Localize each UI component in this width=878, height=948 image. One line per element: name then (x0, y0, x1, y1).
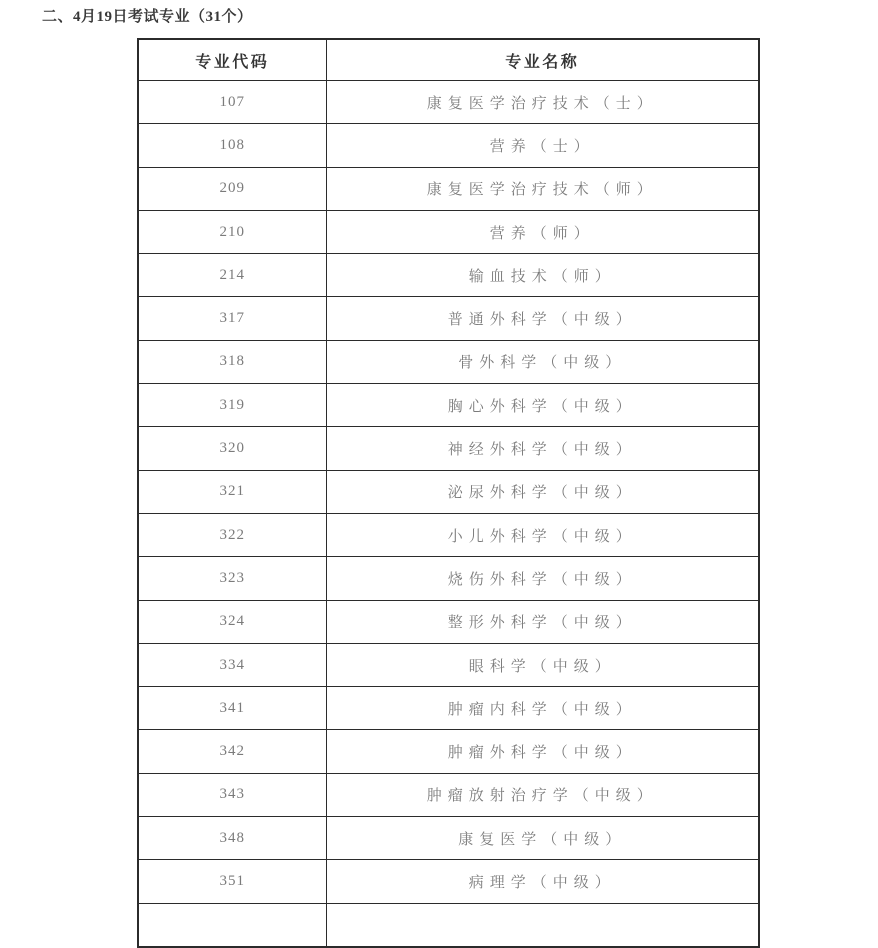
major-code-cell: 319 (138, 384, 326, 427)
major-name-cell: 肿瘤内科学（中级） (326, 687, 759, 730)
major-code-cell: 324 (138, 600, 326, 643)
table-row (138, 167, 759, 210)
major-code-cell: 318 (138, 340, 326, 383)
major-code-cell: 348 (138, 817, 326, 860)
major-name-cell: 康复医学治疗技术（士） (326, 81, 759, 124)
exam-major-table (137, 38, 760, 948)
major-code-cell: 334 (138, 643, 326, 686)
table-row (138, 470, 759, 513)
table-row (138, 340, 759, 383)
major-code-cell: 317 (138, 297, 326, 340)
major-name-cell: 病理学（中级） (326, 860, 759, 903)
table-row (138, 513, 759, 556)
table-row (138, 643, 759, 686)
major-name-cell: 营养（士） (326, 124, 759, 167)
table-row (138, 210, 759, 253)
table-header (138, 39, 759, 81)
major-code-cell: 108 (138, 124, 326, 167)
major-code-cell: 214 (138, 254, 326, 297)
major-code-cell: 343 (138, 773, 326, 816)
major-code-cell: 342 (138, 730, 326, 773)
table-row (138, 600, 759, 643)
major-name-cell: 营养（师） (326, 210, 759, 253)
major-code-cell: 107 (138, 81, 326, 124)
major-code-cell: 341 (138, 687, 326, 730)
major-name-cell: 普通外科学（中级） (326, 297, 759, 340)
major-name-cell: 输血技术（师） (326, 254, 759, 297)
major-name-cell: 康复医学治疗技术（师） (326, 167, 759, 210)
table-row (138, 860, 759, 903)
major-code-cell: 209 (138, 167, 326, 210)
major-name-cell: 康复医学（中级） (326, 817, 759, 860)
column-header-major-code: 专业代码 (138, 39, 326, 81)
table-row (138, 384, 759, 427)
major-name-cell: 小儿外科学（中级） (326, 513, 759, 556)
table-row (138, 254, 759, 297)
major-name-cell: 整形外科学（中级） (326, 600, 759, 643)
major-code-cell: 322 (138, 513, 326, 556)
table-row (138, 773, 759, 816)
table-row (138, 687, 759, 730)
major-code-cell: 321 (138, 470, 326, 513)
table-row (138, 730, 759, 773)
table-row (138, 427, 759, 470)
major-name-cell: 肿瘤外科学（中级） (326, 730, 759, 773)
table-row-partial (138, 903, 759, 947)
table-header-row (138, 39, 759, 81)
major-name-cell: 胸心外科学（中级） (326, 384, 759, 427)
major-code-cell: 351 (138, 860, 326, 903)
major-code-cell: 320 (138, 427, 326, 470)
major-code-cell: 210 (138, 210, 326, 253)
major-code-cell (138, 903, 326, 947)
table-row (138, 817, 759, 860)
major-name-cell: 神经外科学（中级） (326, 427, 759, 470)
major-name-cell: 骨外科学（中级） (326, 340, 759, 383)
table-row (138, 297, 759, 340)
column-header-major-name: 专业名称 (326, 39, 759, 81)
major-name-cell: 烧伤外科学（中级） (326, 557, 759, 600)
table-row (138, 124, 759, 167)
table-row (138, 81, 759, 124)
major-code-cell: 323 (138, 557, 326, 600)
major-name-cell: 泌尿外科学（中级） (326, 470, 759, 513)
major-name-cell: 肿瘤放射治疗学（中级） (326, 773, 759, 816)
section-title: 二、4月19日考试专业（31个） (42, 9, 253, 25)
major-name-cell (326, 903, 759, 947)
major-name-cell: 眼科学（中级） (326, 643, 759, 686)
table-row (138, 557, 759, 600)
table-body (138, 81, 759, 947)
